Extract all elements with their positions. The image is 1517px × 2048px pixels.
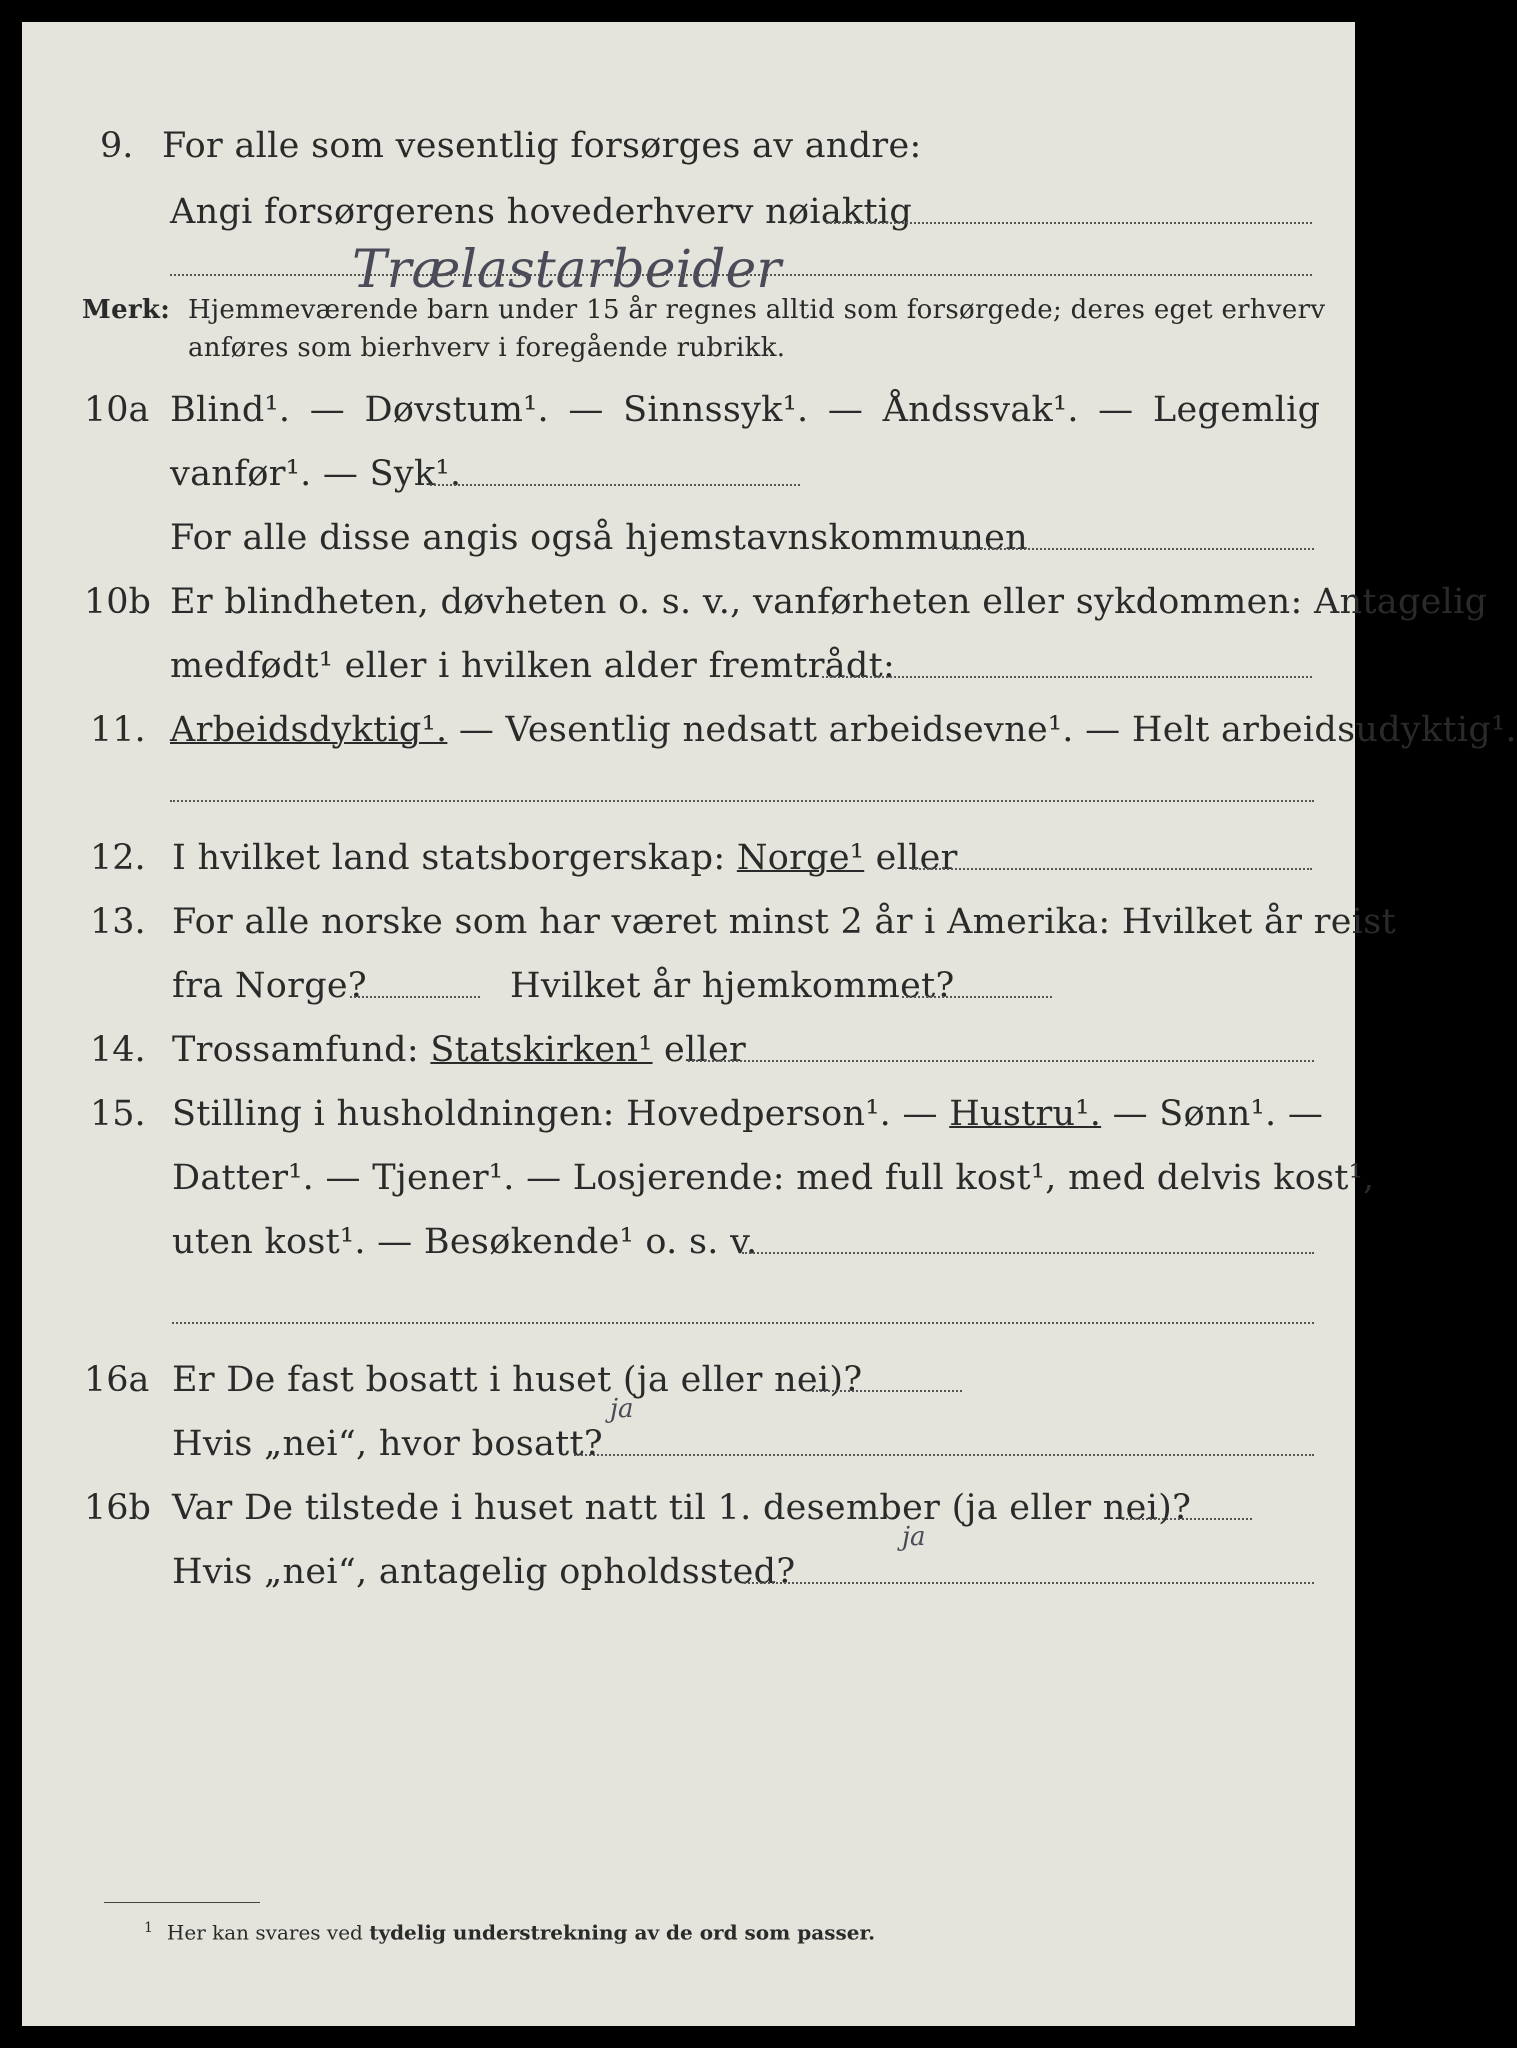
q16b-line2: Hvis „nei“, antagelig opholdssted? bbox=[172, 1552, 796, 1592]
q10a-dotted-line bbox=[430, 484, 800, 486]
q10b-number: 10b bbox=[84, 582, 151, 622]
q9-answer-line bbox=[170, 274, 1312, 276]
q10a-line1: Blind¹. — Døvstum¹. — Sinnssyk¹. — Åndssvak¹. — Legemlig bbox=[170, 390, 1321, 430]
census-form-page bbox=[22, 22, 1517, 2026]
q15-line2: Datter¹. — Tjener¹. — Losjerende: med full kost¹, med delvis kost¹, bbox=[172, 1158, 1375, 1198]
q16a-handwritten-answer: ja bbox=[610, 1394, 634, 1424]
q13-dotted-line-2 bbox=[902, 996, 1052, 998]
q16b-handwritten-answer: ja bbox=[902, 1522, 926, 1552]
footnote-bold-text: tydelig understrekning av de ord som passer. bbox=[369, 1920, 876, 1945]
q10b-line1: Er blindheten, døvheten o. s. v., vanførheten eller sykdommen: Antagelig bbox=[170, 582, 1488, 622]
q13-line2a: fra Norge? bbox=[172, 966, 367, 1006]
q15-dotted-line bbox=[742, 1252, 1314, 1254]
q15-number: 15. bbox=[90, 1094, 146, 1134]
q14-number: 14. bbox=[90, 1030, 146, 1070]
q15-line1-start: Stilling i husholdningen: Hovedperson¹. — bbox=[172, 1094, 950, 1134]
footnote-text: Her kan svares ved bbox=[166, 1920, 370, 1945]
q11-underlined-option: Arbeidsdyktig¹. bbox=[170, 710, 448, 750]
q14-underlined-option: Statskirken¹ bbox=[430, 1030, 653, 1070]
q14-dotted-line bbox=[688, 1060, 1314, 1062]
q15-line1 bbox=[172, 1094, 1323, 1134]
q16a-line1: Er De fast bosatt i huset (ja eller nei)? bbox=[172, 1360, 863, 1400]
q16a-dotted-line-2 bbox=[574, 1454, 1314, 1456]
merk-label: Merk: bbox=[82, 295, 171, 325]
q12-underlined-option: Norge¹ bbox=[736, 838, 865, 878]
q10b-line2: medfødt¹ eller i hvilken alder fremtrådt: bbox=[170, 646, 896, 686]
q12-question: I hvilket land statsborgerskap: bbox=[172, 838, 737, 878]
q12-text bbox=[172, 838, 958, 878]
q11-rest: — Vesentlig nedsatt arbeidsevne¹. — Helt arbeidsudyktig¹. bbox=[447, 710, 1517, 750]
q16b-line1: Var De tilstede i huset natt til 1. desember (ja eller nei)? bbox=[172, 1488, 1192, 1528]
q12-eller: eller bbox=[864, 838, 958, 878]
q11-number: 11. bbox=[90, 710, 146, 750]
q15-line1-end: — Sønn¹. — bbox=[1101, 1094, 1324, 1134]
footnote bbox=[144, 1920, 875, 1945]
q15-line3: uten kost¹. — Besøkende¹ o. s. v. bbox=[172, 1222, 758, 1262]
merk-line2: anføres som bierhverv i foregående rubrikk. bbox=[188, 333, 786, 363]
q10a-line3: For alle disse angis også hjemstavnskommunen bbox=[170, 518, 1028, 558]
q9-line2: Angi forsørgerens hovederhverv nøiaktig bbox=[170, 192, 913, 232]
q9-number: 9. bbox=[100, 126, 134, 166]
q13-line2b: Hvilket år hjemkommet? bbox=[510, 966, 955, 1006]
q15-answer-line bbox=[172, 1322, 1314, 1324]
footnote-mark: 1 bbox=[144, 1920, 153, 1936]
q14-question: Trossamfund: bbox=[172, 1030, 431, 1070]
q13-number: 13. bbox=[90, 902, 146, 942]
footnote-rule bbox=[104, 1902, 260, 1903]
q16b-dotted-line bbox=[1122, 1518, 1252, 1520]
q9-handwritten-answer: Trælastarbeider bbox=[352, 240, 782, 300]
q10a-dotted-line-2 bbox=[952, 548, 1314, 550]
q15-underlined-option: Hustru¹. bbox=[949, 1094, 1102, 1134]
q9-dotted-line bbox=[826, 222, 1312, 224]
q16b-dotted-line-2 bbox=[744, 1582, 1314, 1584]
q9-line1: For alle som vesentlig forsørges av andre: bbox=[162, 126, 922, 166]
q10a-number: 10a bbox=[84, 390, 150, 430]
q14-eller: eller bbox=[652, 1030, 747, 1070]
q16a-number: 16a bbox=[84, 1360, 150, 1400]
q13-dotted-line-1 bbox=[350, 996, 480, 998]
q10a-line2: vanfør¹. — Syk¹. bbox=[170, 454, 462, 494]
q12-number: 12. bbox=[90, 838, 146, 878]
q13-line1: For alle norske som har været minst 2 år i Amerika: Hvilket år reist bbox=[172, 902, 1396, 942]
q14-text bbox=[172, 1030, 746, 1070]
q10b-dotted-line bbox=[822, 676, 1312, 678]
q16b-number: 16b bbox=[84, 1488, 151, 1528]
q11-answer-line bbox=[170, 800, 1314, 802]
q16a-line2: Hvis „nei“, hvor bosatt? bbox=[172, 1424, 603, 1464]
merk-line1: Hjemmeværende barn under 15 år regnes alltid som forsørgede; deres eget erhverv bbox=[188, 295, 1326, 325]
q11-text bbox=[170, 710, 1517, 750]
q12-dotted-line bbox=[912, 868, 1312, 870]
q16a-dotted-line bbox=[812, 1390, 962, 1392]
